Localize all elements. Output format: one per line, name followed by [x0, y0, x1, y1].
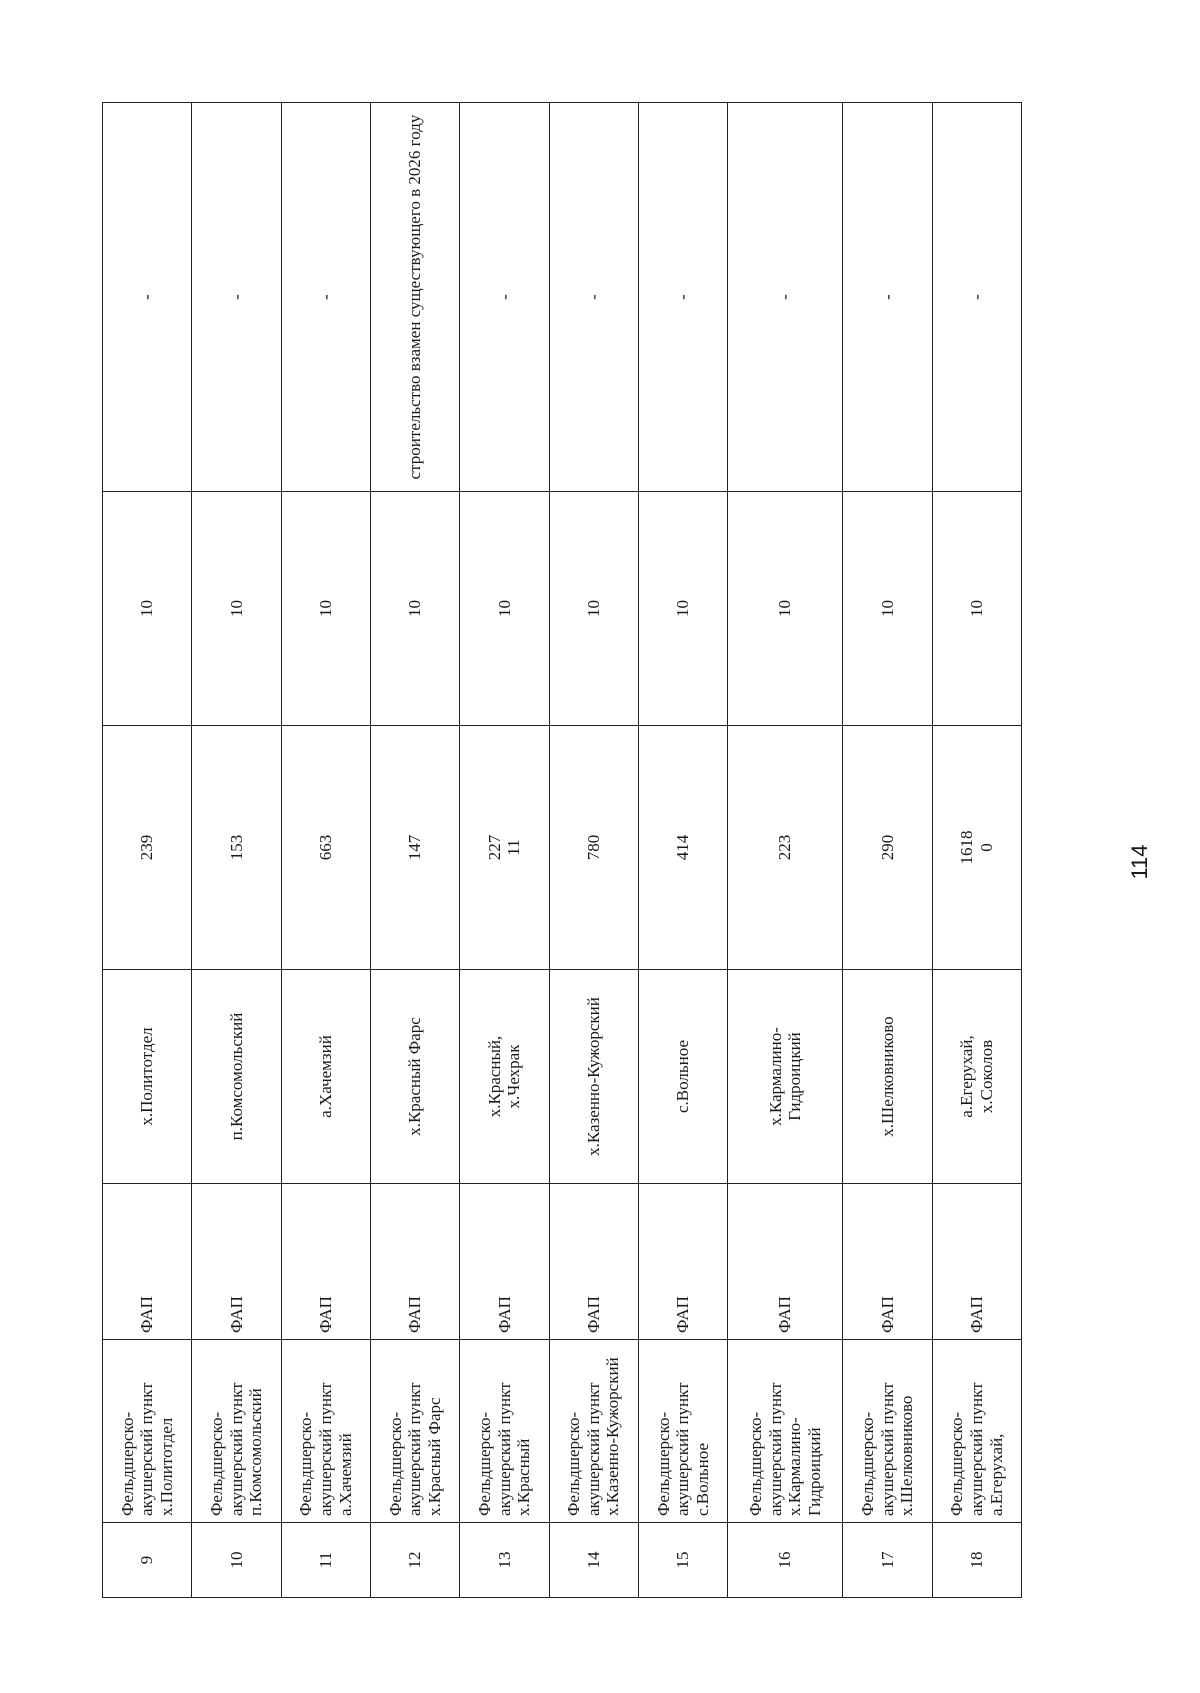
- facility-type-cell: ФАП: [281, 1184, 370, 1340]
- population-cell: 227 11: [460, 726, 549, 970]
- row-number-cell: 17: [843, 1523, 932, 1598]
- population-cell: 663: [281, 726, 370, 970]
- settlement-cell: х.Красный Фарс: [370, 970, 459, 1184]
- table-row: [460, 103, 549, 1598]
- table-row: [370, 103, 459, 1598]
- capacity-cell: 10: [728, 492, 843, 726]
- row-number-cell: 18: [932, 1523, 1021, 1598]
- note-cell: -: [103, 103, 192, 492]
- capacity-cell: 10: [370, 492, 459, 726]
- facility-name-cell: Фельдшерско-акушерский пункт а.Хачемзий: [281, 1340, 370, 1523]
- note-cell: -: [932, 103, 1021, 492]
- row-number-cell: 14: [549, 1523, 638, 1598]
- table-row: [549, 103, 638, 1598]
- population-cell: 239: [103, 726, 192, 970]
- row-number-cell: 9: [103, 1523, 192, 1598]
- settlement-cell: а.Егерухай, х.Соколов: [932, 970, 1021, 1184]
- table-body: [103, 103, 1022, 1598]
- table-row: [281, 103, 370, 1598]
- facility-name-cell: Фельдшерско-акушерский пункт х.Кармалино-Гидроицкий: [728, 1340, 843, 1523]
- facility-type-cell: ФАП: [370, 1184, 459, 1340]
- settlement-cell: х.Красный, х.Чехрак: [460, 970, 549, 1184]
- facility-type-cell: ФАП: [192, 1184, 281, 1340]
- facility-type-cell: ФАП: [728, 1184, 843, 1340]
- capacity-cell: 10: [549, 492, 638, 726]
- settlement-cell: с.Вольное: [638, 970, 727, 1184]
- facility-type-cell: ФАП: [549, 1184, 638, 1340]
- table-frame: [102, 103, 1022, 1598]
- table-row: [192, 103, 281, 1598]
- facility-type-cell: ФАП: [460, 1184, 549, 1340]
- row-number-cell: 11: [281, 1523, 370, 1598]
- settlement-cell: х.Кармалино- Гидроицкий: [728, 970, 843, 1184]
- settlement-cell: а.Хачемзий: [281, 970, 370, 1184]
- table-row: [932, 103, 1021, 1598]
- population-cell: 1618 0: [932, 726, 1021, 970]
- capacity-cell: 10: [638, 492, 727, 726]
- row-number-cell: 10: [192, 1523, 281, 1598]
- table-row: [638, 103, 727, 1598]
- population-cell: 147: [370, 726, 459, 970]
- capacity-cell: 10: [281, 492, 370, 726]
- note-cell: -: [549, 103, 638, 492]
- row-number-cell: 16: [728, 1523, 843, 1598]
- note-cell: -: [460, 103, 549, 492]
- facility-type-cell: ФАП: [843, 1184, 932, 1340]
- facility-name-cell: Фельдшерско-акушерский пункт х.Шелковниково: [843, 1340, 932, 1523]
- settlement-cell: п.Комсомольский: [192, 970, 281, 1184]
- note-cell: -: [843, 103, 932, 492]
- facilities-table: [102, 102, 1022, 1598]
- population-cell: 223: [728, 726, 843, 970]
- facility-name-cell: Фельдшерско-акушерский пункт х.Красный: [460, 1340, 549, 1523]
- population-cell: 290: [843, 726, 932, 970]
- settlement-cell: х.Шелковниково: [843, 970, 932, 1184]
- facility-name-cell: Фельдшерско-акушерский пункт х.Политотдел: [103, 1340, 192, 1523]
- facility-name-cell: Фельдшерско-акушерский пункт п.Комсомольский: [192, 1340, 281, 1523]
- capacity-cell: 10: [192, 492, 281, 726]
- facility-type-cell: ФАП: [932, 1184, 1021, 1340]
- facility-type-cell: ФАП: [103, 1184, 192, 1340]
- table-row: [728, 103, 843, 1598]
- note-cell: -: [638, 103, 727, 492]
- capacity-cell: 10: [843, 492, 932, 726]
- page-number: 114: [1127, 844, 1152, 880]
- population-cell: 153: [192, 726, 281, 970]
- note-cell: строительство взамен существующего в 2026 году: [370, 103, 459, 492]
- row-number-cell: 12: [370, 1523, 459, 1598]
- facility-type-cell: ФАП: [638, 1184, 727, 1340]
- settlement-cell: х.Казенно-Кужорский: [549, 970, 638, 1184]
- settlement-cell: х.Политотдел: [103, 970, 192, 1184]
- note-cell: -: [281, 103, 370, 492]
- facility-name-cell: Фельдшерско-акушерский пункт с.Вольное: [638, 1340, 727, 1523]
- note-cell: -: [728, 103, 843, 492]
- table-row: [103, 103, 192, 1598]
- capacity-cell: 10: [932, 492, 1021, 726]
- row-number-cell: 13: [460, 1523, 549, 1598]
- population-cell: 780: [549, 726, 638, 970]
- facility-name-cell: Фельдшерско-акушерский пункт х.Красный Фарс: [370, 1340, 459, 1523]
- population-cell: 414: [638, 726, 727, 970]
- facility-name-cell: Фельдшерско-акушерский пункт х.Казенно-Кужорский: [549, 1340, 638, 1523]
- capacity-cell: 10: [103, 492, 192, 726]
- note-cell: -: [192, 103, 281, 492]
- capacity-cell: 10: [460, 492, 549, 726]
- row-number-cell: 15: [638, 1523, 727, 1598]
- facility-name-cell: Фельдшерско-акушерский пункт а.Егерухай,: [932, 1340, 1021, 1523]
- table-row: [843, 103, 932, 1598]
